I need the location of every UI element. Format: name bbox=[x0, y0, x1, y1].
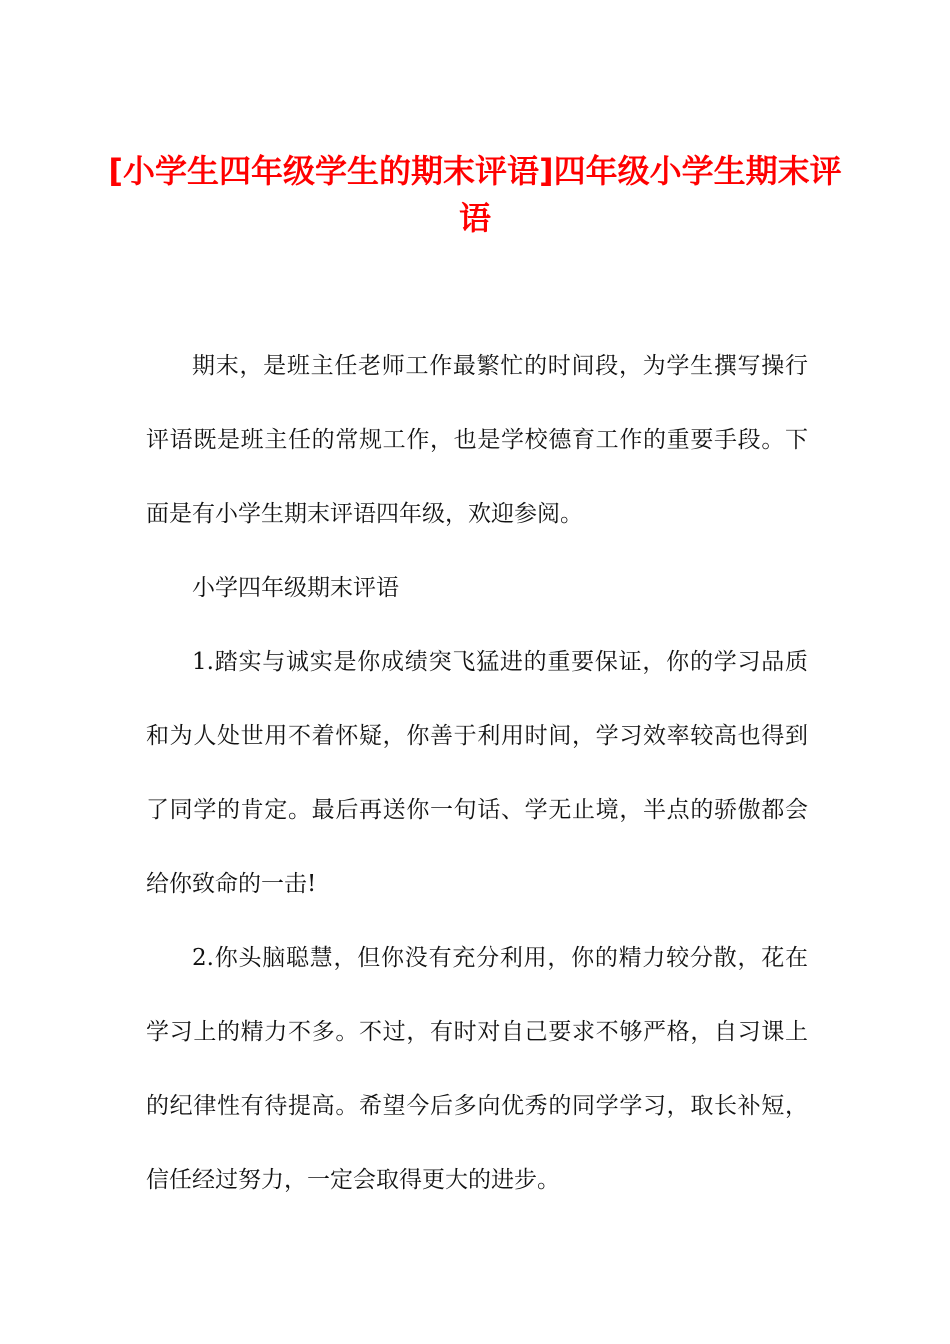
intro-paragraph: 期末，是班主任老师工作最繁忙的时间段，为学生撰写操行评语既是班主任的常规工作，也是学校德育工作的重要手段。下面是有小学生期末评语四年级，欢迎参阅。 bbox=[146, 353, 808, 527]
section-heading: 小学四年级期末评语 bbox=[192, 575, 399, 601]
document-title: [小学生四年级学生的期末评语]四年级小学生期末评语 bbox=[108, 152, 842, 237]
comment-paragraph-2: 2.你头脑聪慧，但你没有充分利用，你的精力较分散，花在学习上的精力不多。不过，有时对自己要求不够严格，自习课上的纪律性有待提高。希望今后多向优秀的同学学习，取长补短，信任经过努力，一定会取得更大的进步。 bbox=[146, 945, 808, 1193]
document-body bbox=[146, 329, 808, 1217]
comment-paragraph-1: 1.踏实与诚实是你成绩突飞猛进的重要保证，你的学习品质和为人处世用不着怀疑，你善于利用时间，学习效率较高也得到了同学的肯定。最后再送你一句话、学无止境，半点的骄傲都会给你致命的一击! bbox=[146, 649, 808, 897]
